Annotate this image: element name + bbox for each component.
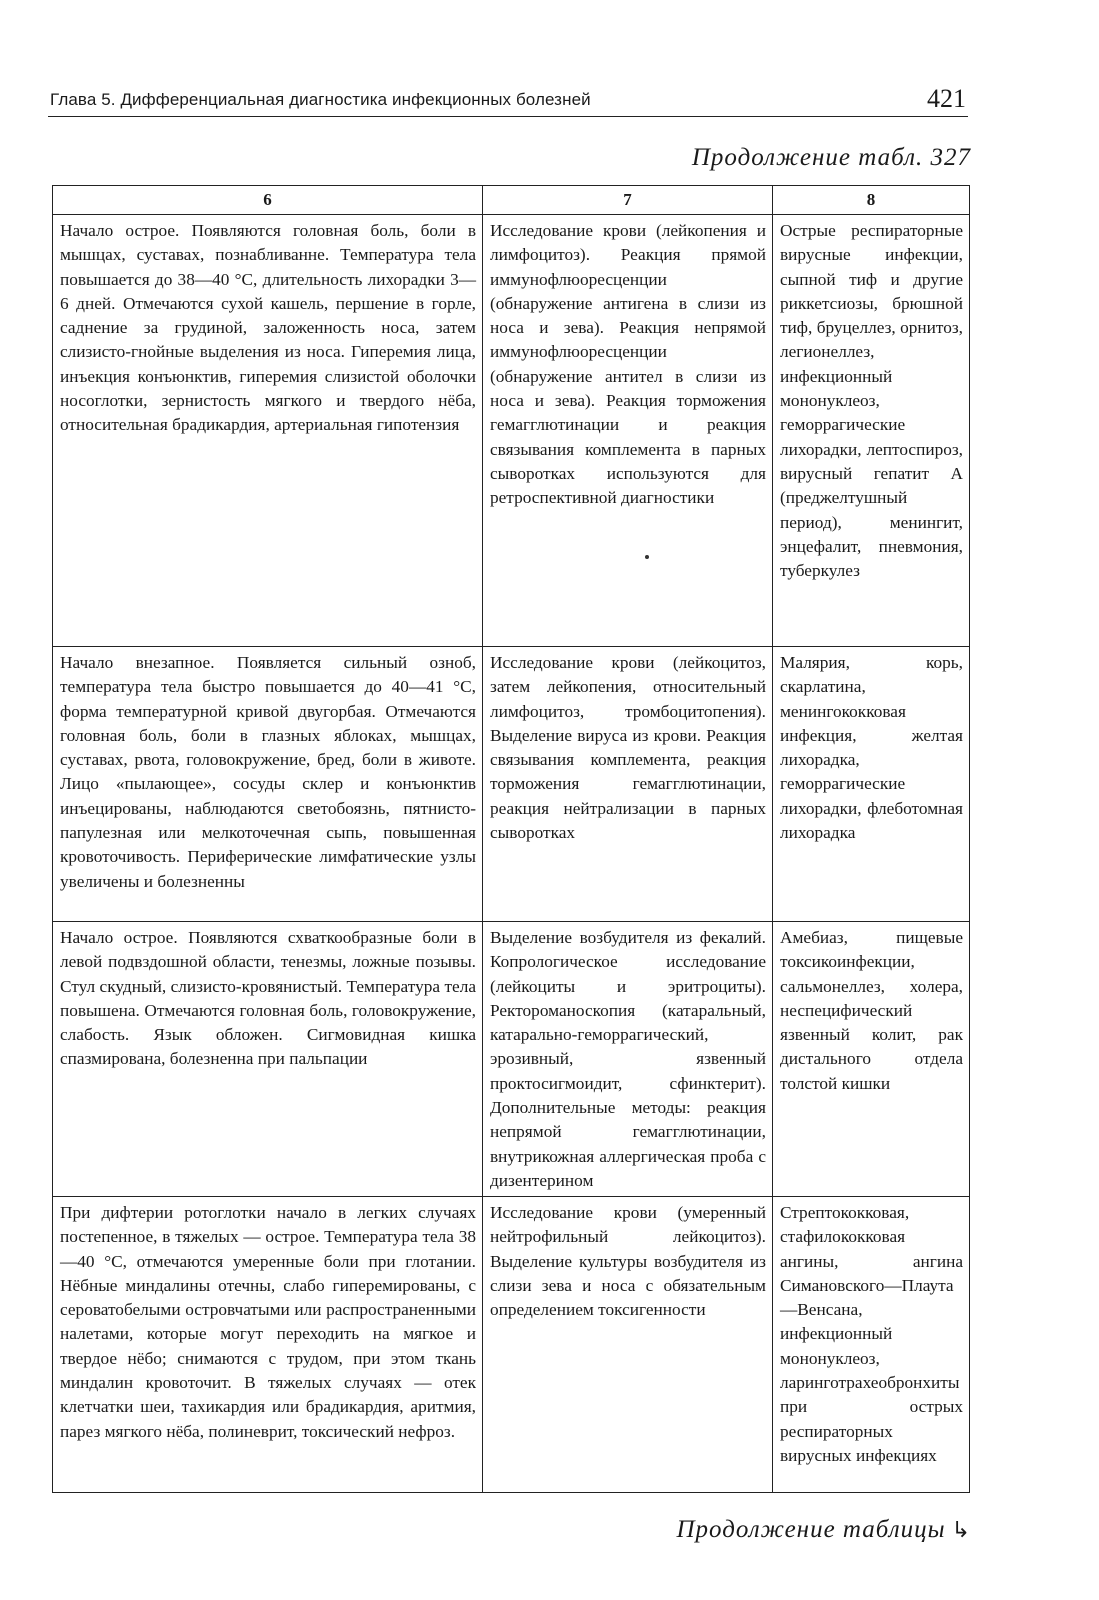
diagnosis-table [52,185,970,1493]
differential-diseases-cell: Малярия, корь, скарлатина, менингококковая инфекция, желтая лихорадка, геморрагические лихорадки, флеботомная лихорадка [773,647,970,922]
lab-diagnostics-cell: Исследование крови (лейкоцитоз, затем лейкопения, относительный лимфоцитоз, тромбоцитопения). Выделение вируса из крови. Реакция связывания комплемента, реакция торможения гемагглютинации, реакция нейтрализации в парных сыворотках [483,647,773,922]
clinical-picture-cell: Начало внезапное. Появляется сильный озноб, температура тела быстро повышается до 40—41 °С, форма температурной кривой двугорбая. Отмечаются головная боль, боли в глазных яблоках, мышцах, суставах, рвота, головокружение, бред, боли в животе. Лицо «пылающее», сосуды склер и конъюнктив инъецированы, наблюдаются светобоязнь, пятнисто-папулезная или мелкоточечная сыпь, повышенная кровоточивость. Периферические лимфатические узлы увеличены и болезненны [53,647,483,922]
table-continues-text: Продолжение таблицы [676,1516,946,1543]
table-header-row [53,186,970,215]
column-header-6: 6 [53,186,483,215]
differential-diseases-cell: Стрептококковая, стафилококковая ангины, ангина Симановского—Плаута—Венсана, инфекционный мононуклеоз, ларинготрахеобронхиты при острых респираторных вирусных инфекциях [773,1197,970,1493]
stray-print-dot [645,555,649,559]
table-row [53,647,970,922]
clinical-picture-cell: Начало острое. Появляются головная боль, боли в мышцах, суставах, познабливанне. Температура тела повышается до 38—40 °С, длительность лихорадки 3—6 дней. Отмечаются сухой кашель, першение в горле, саднение за грудиной, заложенность носа, затем слизисто-гнойные выделения из носа. Гиперемия лица, инъекция конъюнктив, гиперемия слизистой оболочки носоглотки, зернистость мягкого и твердого нёба, относительная брадикардия, артериальная гипотензия [53,215,483,647]
lab-diagnostics-cell: Исследование крови (лейкопения и лимфоцитоз). Реакция прямой иммунофлюоресценции (обнаружение антигена в слизи из носа и зева). Реакция непрямой иммунофлюоресценции (обнаружение антител в слизи из носа и зева). Реакция торможения гемагглютинации и реакция связывания комплемента в парных сыворотках используются для ретроспективной диагностики [483,215,773,647]
lab-diagnostics-cell: Исследование крови (умеренный нейтрофильный лейкоцитоз). Выделение культуры возбудителя из слизи зева и носа с обязательным определением токсигенности [483,1197,773,1493]
turn-page-arrow-icon: ↳ [951,1517,971,1542]
table-continues-label [677,1516,972,1544]
clinical-picture-cell: При дифтерии ротоглотки начало в легких случаях постепенное, в тяжелых — острое. Температура тела 38—40 °С, отмечаются умеренные боли при глотании. Нёбные миндалины отечны, слабо гиперемированы, с сероватобелыми островчатыми или распространенными налетами, которые могут переходить на мягкое и твердое нёбо; снимаются с трудом, при этом ткань миндалин кровоточит. В тяжелых случаях — отек клетчатки шеи, тахикардия или брадикардия, аритмия, парез мягкого нёба, полиневрит, токсический нефроз. [53,1197,483,1493]
table-row [53,1197,970,1493]
page-number: 421 [927,84,966,113]
lab-diagnostics-cell: Выделение возбудителя из фекалий. Копрологическое исследование (лейкоциты и эритроциты). Ректороманоскопия (катаральный, катарально-геморрагический, эрозивный, язвенный проктосигмоидит, сфинктерит). Дополнительные методы: реакция непрямой гемагглютинации, внутрикожная аллергическая проба с дизентерином [483,922,773,1197]
differential-diseases-cell: Амебиаз, пищевые токсикоинфекции, сальмонеллез, холера, неспецифический язвенный колит, рак дистального отдела толстой кишки [773,922,970,1197]
table-continuation-label: Продолжение табл. 327 [691,144,971,171]
running-header [48,80,968,117]
differential-diseases-cell: Острые респираторные вирусные инфекции, сыпной тиф и другие риккетсиозы, брюшной тиф, бруцеллез, орнитоз, легионеллез, инфекционный мононуклеоз, геморрагические лихорадки, лептоспироз, вирусный гепатит А (преджелтушный период), менингит, энцефалит, пневмония, туберкулез [773,215,970,647]
column-header-8: 8 [773,186,970,215]
clinical-picture-cell: Начало острое. Появляются схваткообразные боли в левой подвздошной области, тенезмы, ложные позывы. Стул скудный, слизисто-кровянистый. Температура тела повышена. Отмечаются головная боль, головокружение, слабость. Язык обложен. Сигмовидная кишка спазмирована, болезненна при пальпации [53,922,483,1197]
chapter-title: Глава 5. Дифференциальная диагностика инфекционных болезней [50,90,591,109]
column-header-7: 7 [483,186,773,215]
table-row [53,215,970,647]
table-row [53,922,970,1197]
